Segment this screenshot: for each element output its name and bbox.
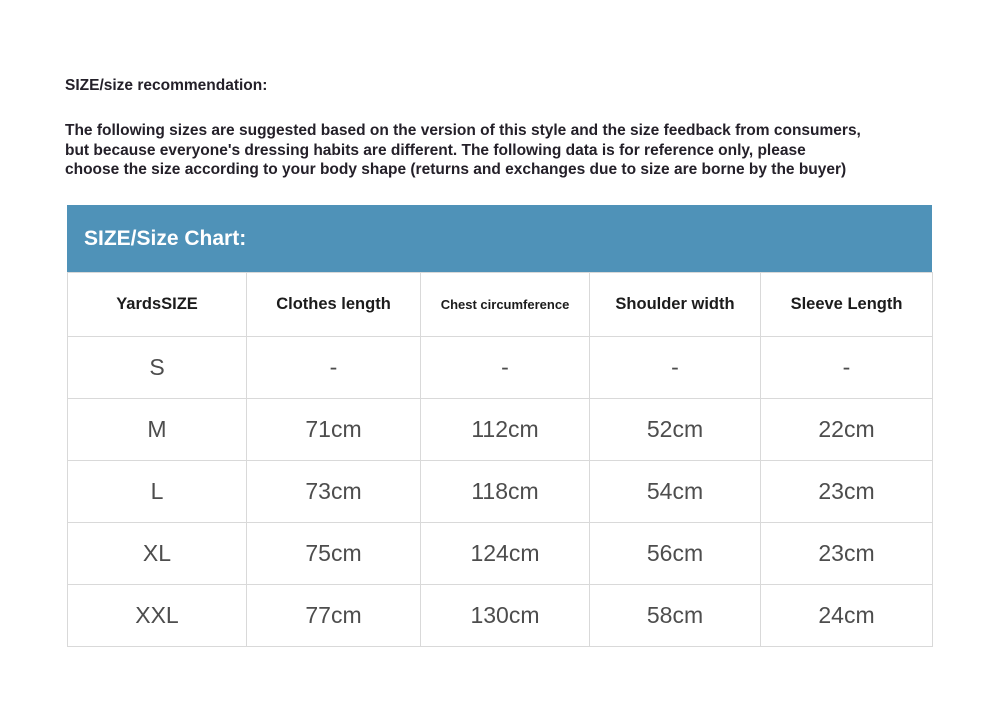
size-row-label: L [68,461,247,523]
table-cell: 77cm [247,585,421,647]
table-cell: 24cm [761,585,933,647]
table-row-xxl [68,585,933,647]
table-cell: 124cm [421,523,590,585]
table-cell: 52cm [590,399,761,461]
table-cell: 58cm [590,585,761,647]
column-header-clothes-length: Clothes length [247,273,421,337]
table-cell: 118cm [421,461,590,523]
table-header-row [68,273,933,337]
size-row-label: S [68,337,247,399]
size-chart-title-bar [67,205,932,272]
column-header-yards-size: YardsSIZE [68,273,247,337]
size-recommendation-heading: SIZE/size recommendation: [65,77,268,94]
column-header-shoulder-width: Shoulder width [590,273,761,337]
table-cell: 130cm [421,585,590,647]
size-row-label: M [68,399,247,461]
table-cell: 23cm [761,523,933,585]
table-cell: 23cm [761,461,933,523]
paragraph-line: but because everyone's dressing habits are different. The following data is for reference only, please [65,141,806,159]
size-chart-table [67,272,933,647]
column-header-chest-circumference: Chest circumference [421,273,590,337]
table-cell: - [247,337,421,399]
table-cell: 54cm [590,461,761,523]
table-cell: - [590,337,761,399]
table-cell: 73cm [247,461,421,523]
column-header-sleeve-length: Sleeve Length [761,273,933,337]
table-cell: 22cm [761,399,933,461]
table-cell: - [421,337,590,399]
table-cell: 71cm [247,399,421,461]
table-row-s [68,337,933,399]
size-row-label: XL [68,523,247,585]
table-row-m [68,399,933,461]
table-cell: 56cm [590,523,761,585]
table-cell: 112cm [421,399,590,461]
table-cell: 75cm [247,523,421,585]
size-chart-title: SIZE/Size Chart: [84,226,247,250]
paragraph-line: choose the size according to your body shape (returns and exchanges due to size are borne by the buyer) [65,161,847,178]
table-cell: - [761,337,933,399]
paragraph-line: The following sizes are suggested based on the version of this style and the size feedback from consumers, [65,122,861,139]
size-recommendation-paragraph [65,121,861,180]
table-row-xl [68,523,933,585]
table-row-l [68,461,933,523]
size-row-label: XXL [68,585,247,647]
